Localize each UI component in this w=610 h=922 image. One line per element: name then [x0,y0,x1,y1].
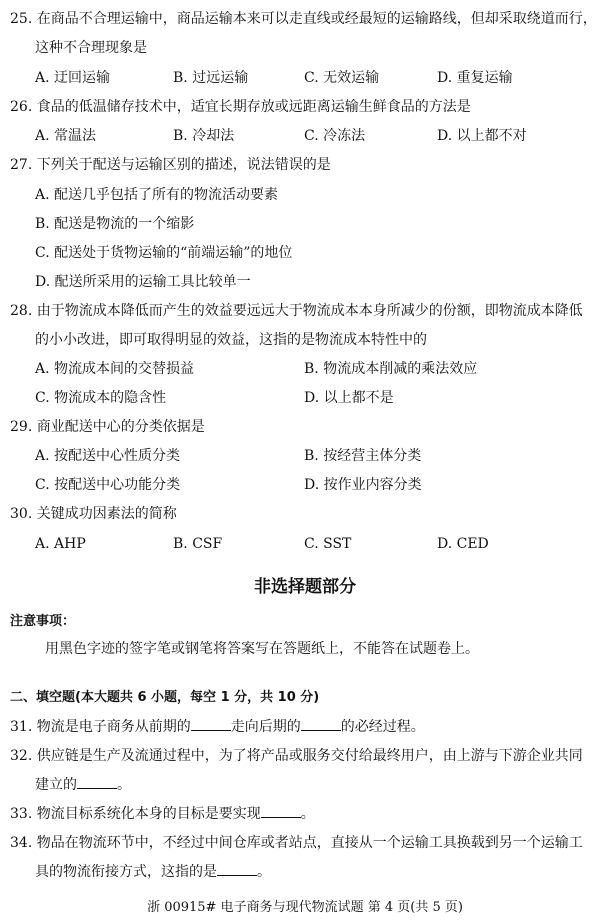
question-27-option-a: A. 配送几乎包括了所有的物流活动要素 [35,187,279,203]
question-25-stem-line1: 25. 在商品不合理运输中，商品运输本来可以走直线或经最短的运输路线，但却采取绕道而行， [10,11,597,27]
question-34-line1: 34. 物品在物流环节中，不经过中间仓库或者站点，直接从一个运输工具换载到另一个运输工 [10,835,583,851]
question-29-stem: 29. 商业配送中心的分类依据是 [10,419,205,435]
question-30-stem: 30. 关键成功因素法的简称 [10,506,177,522]
question-26-option-c: C. 冷冻法 [304,128,366,144]
question-25-option-d: D. 重复运输 [437,70,513,86]
question-26-option-d: D. 以上都不对 [437,128,527,144]
question-25-option-a: A. 迂回运输 [35,70,111,86]
question-33: 33. 物流目标系统化本身的目标是要实现 。 [10,806,315,822]
page-footer: 浙 00915# 电子商务与现代物流试题 第 4 页(共 5 页) [147,900,463,915]
question-32-line2: 建立的 。 [35,777,131,793]
question-28-option-c: C. 物流成本的隐含性 [35,390,167,406]
answer-blank[interactable] [301,718,341,731]
part2-heading: 二、填空题(本大题共 6 小题，每空 1 分，共 10 分) [10,690,320,705]
notice-heading: 注意事项： [10,614,76,629]
question-25-option-c: C. 无效运输 [304,70,380,86]
question-29-option-a: A. 按配送中心性质分类 [35,448,181,464]
question-27-option-c: C. 配送处于货物运输的“前端运输”的地位 [35,245,293,261]
question-27-option-b: B. 配送是物流的一个缩影 [35,216,195,232]
question-34-line2: 具的物流衔接方式，这指的是 。 [35,864,271,880]
question-30-option-c: C. SST [304,536,352,552]
question-28-stem-line2: 的小小改进，即可取得明显的效益，这指的是物流成本特性中的 [35,332,427,348]
question-30-option-b: B. CSF [173,536,223,552]
answer-blank[interactable] [77,776,117,789]
answer-blank[interactable] [261,805,301,818]
section-title: 非选择题部分 [254,577,356,597]
question-26-option-a: A. 常温法 [35,128,97,144]
question-29-option-b: B. 按经营主体分类 [304,448,422,464]
notice-text: 用黑色字迹的签字笔或钢笔将答案写在答题纸上，不能答在试题卷上。 [45,641,479,657]
question-25-stem-line2: 这种不合理现象是 [35,40,147,56]
question-29-option-c: C. 按配送中心功能分类 [35,477,181,493]
question-25-option-b: B. 过远运输 [173,70,249,86]
question-28-option-a: A. 物流成本间的交替损益 [35,361,195,377]
question-30-option-d: D. CED [437,536,489,552]
question-27-stem: 27. 下列关于配送与运输区别的描述，说法错误的是 [10,157,331,173]
question-28-stem-line1: 28. 由于物流成本降低而产生的效益要远远大于物流成本本身所减少的份额，即物流成本降低 [10,303,583,319]
question-29-option-d: D. 按作业内容分类 [304,477,422,493]
question-30-option-a: A. AHP [35,536,86,552]
answer-blank[interactable] [217,863,257,876]
question-32-line1: 32. 供应链是生产及流通过程中，为了将产品或服务交付给最终用户，由上游与下游企业共同 [10,748,583,764]
question-28-option-b: B. 物流成本削减的乘法效应 [304,361,478,377]
question-26-stem: 26. 食品的低温储存技术中，适宜长期存放或远距离运输生鲜食品的方法是 [10,99,471,115]
question-26-option-b: B. 冷却法 [173,128,235,144]
question-31: 31. 物流是电子商务从前期的 走向后期的 的必经过程。 [10,719,425,735]
question-27-option-d: D. 配送所采用的运输工具比较单一 [35,274,251,290]
answer-blank[interactable] [191,718,231,731]
question-28-option-d: D. 以上都不是 [304,390,394,406]
